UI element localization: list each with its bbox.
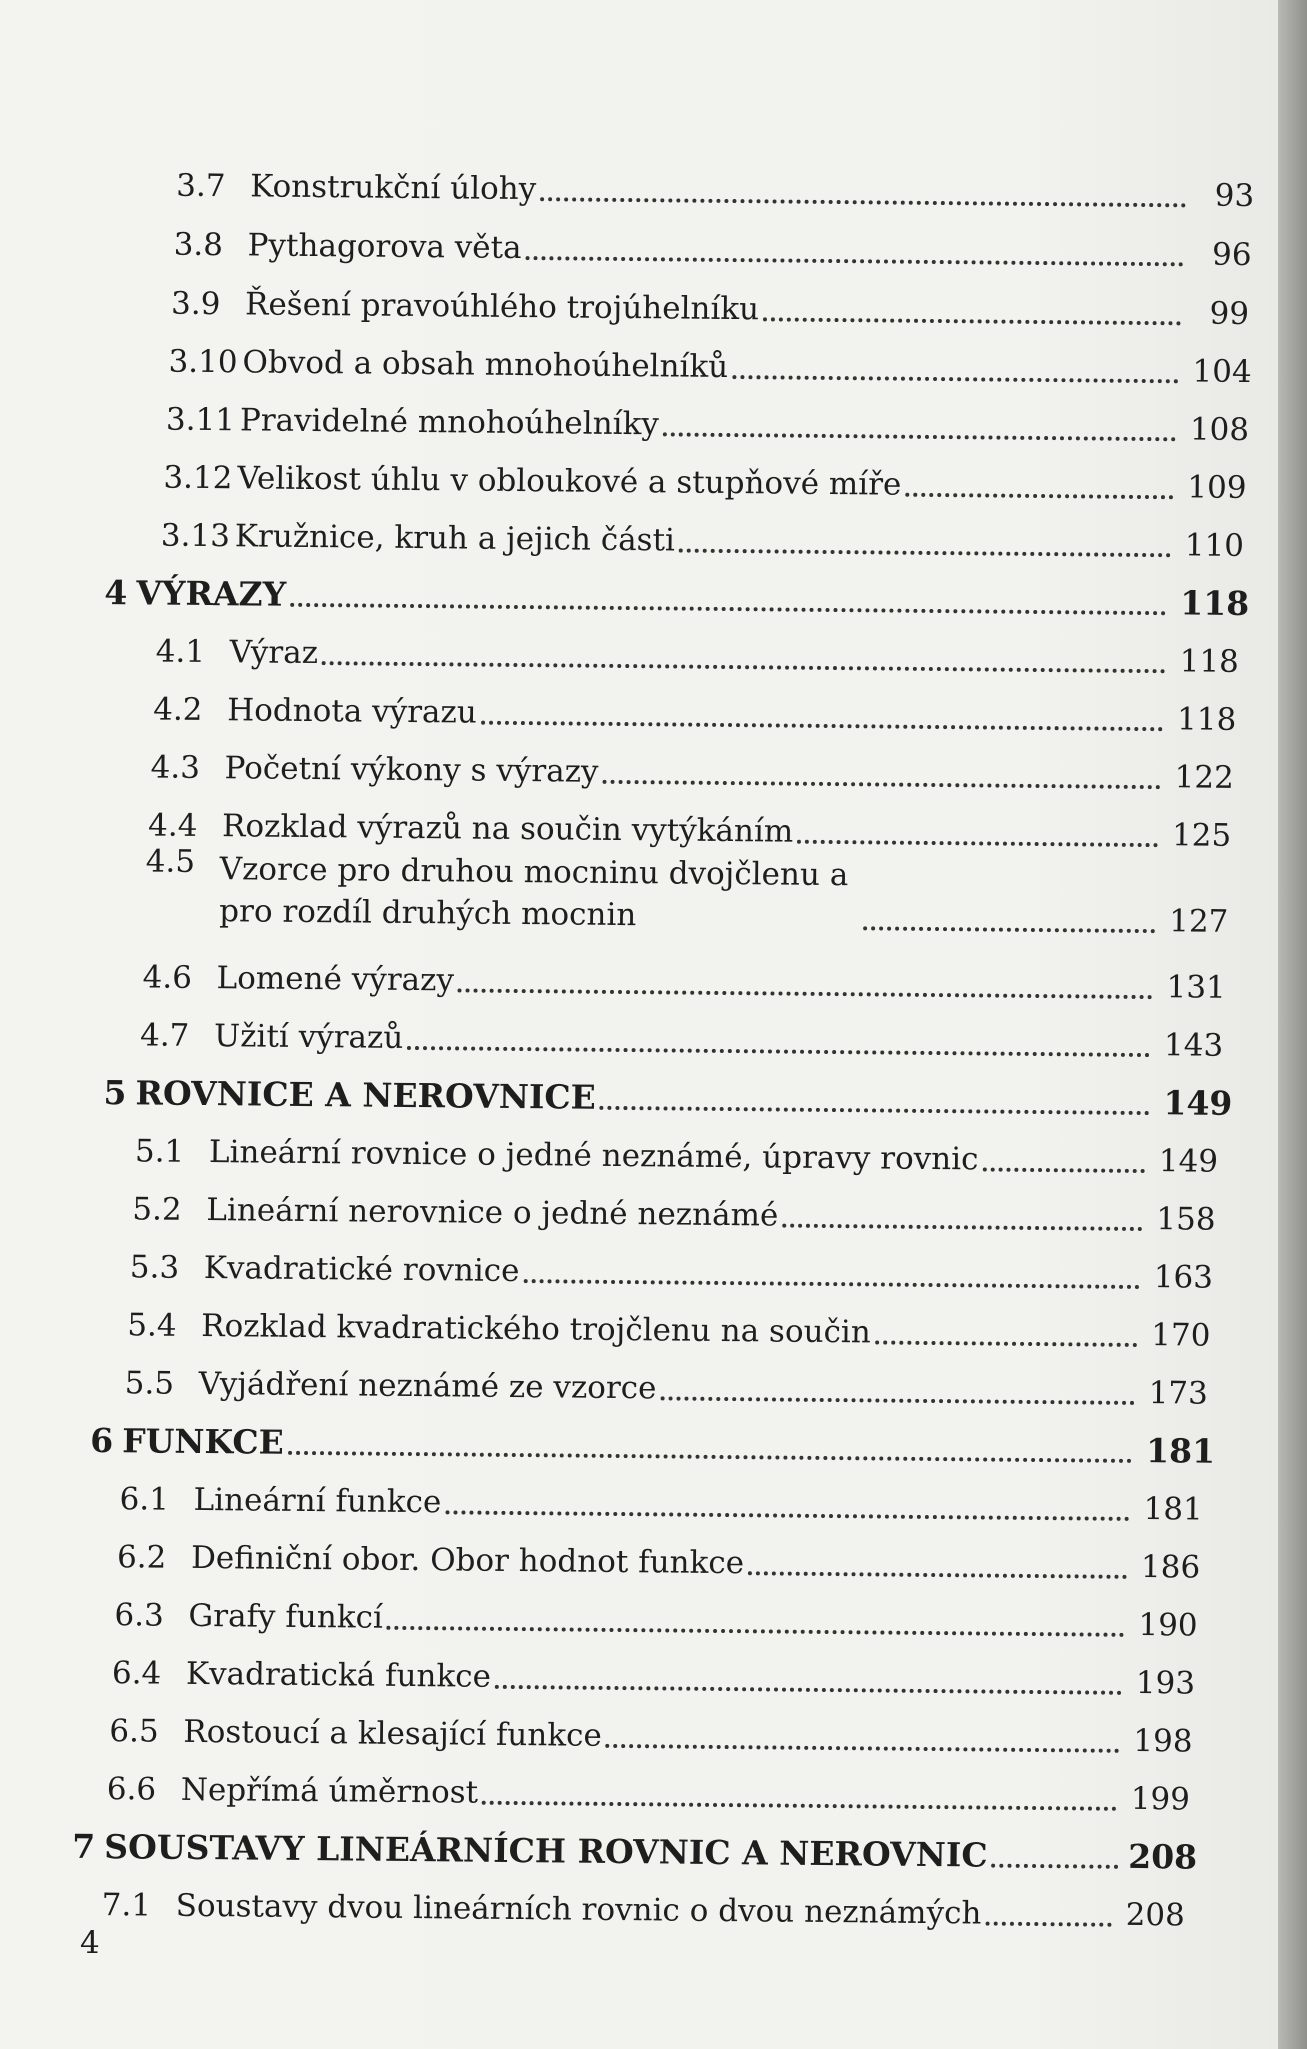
entry-title: Grafy funkcí xyxy=(188,1597,384,1636)
dot-leader xyxy=(288,1450,1132,1463)
dot-leader xyxy=(663,431,1176,441)
chapter-title: SOUSTAVY LINEÁRNÍCH ROVNIC A NEROVNIC xyxy=(104,1827,988,1875)
entry-number: 6.6 xyxy=(106,1771,157,1808)
toc-entry-4-6 xyxy=(142,941,1226,1007)
entry-number: 6.2 xyxy=(116,1539,167,1576)
entry-number: 3.12 xyxy=(163,459,233,497)
dot-leader xyxy=(797,839,1158,847)
entry-page: 96 xyxy=(1211,236,1252,274)
toc-entry-7-1 xyxy=(101,1869,1186,1935)
dot-leader xyxy=(875,1339,1138,1347)
entry-page: 99 xyxy=(1209,295,1250,333)
toc-entry-3-8 xyxy=(173,209,1251,275)
toc-chapter-7 xyxy=(72,1811,1198,1878)
entry-number: 3.8 xyxy=(173,226,224,264)
chapter-title: ROVNICE A NEROVNICE xyxy=(135,1073,597,1117)
entry-title: Řešení pravoúhlého trojúhelníku xyxy=(244,286,760,328)
toc-chapter-6 xyxy=(89,1405,1216,1472)
entry-number: 4.5 xyxy=(145,843,196,880)
dot-leader xyxy=(387,1625,1125,1637)
entry-number: 3.10 xyxy=(168,343,238,381)
entry-number: 6.3 xyxy=(114,1597,164,1634)
chapter-page: 149 xyxy=(1163,1083,1233,1123)
dot-leader xyxy=(290,602,1166,615)
dot-leader xyxy=(481,720,1163,732)
dot-leader xyxy=(525,255,1183,266)
entry-number: 4.3 xyxy=(150,749,201,786)
chapter-title: VÝRAZY xyxy=(136,573,287,614)
dot-leader xyxy=(991,1863,1118,1869)
entry-page: 110 xyxy=(1184,527,1245,564)
dot-leader xyxy=(445,1509,1129,1521)
chapter-page: 118 xyxy=(1180,583,1250,624)
entry-number: 7.1 xyxy=(101,1887,152,1924)
entry-number: 4.4 xyxy=(147,807,198,844)
chapter-number: 5 xyxy=(103,1073,127,1113)
entry-number: 5.2 xyxy=(132,1191,182,1228)
dot-leader xyxy=(679,548,1171,558)
dot-leader xyxy=(782,1223,1142,1231)
toc-entry-6-2 xyxy=(116,1521,1201,1587)
entry-title: Hodnota výrazu xyxy=(227,692,477,731)
toc-entry-3-12 xyxy=(163,442,1247,508)
entry-number: 4.7 xyxy=(139,1017,190,1054)
entry-page: 131 xyxy=(1166,969,1226,1006)
entry-title: Definiční obor. Obor hodnot funkce xyxy=(190,1539,745,1582)
entry-page: 108 xyxy=(1189,411,1250,449)
toc-entry-4-5 xyxy=(145,841,1229,941)
entry-page: 104 xyxy=(1192,353,1252,391)
dot-leader xyxy=(482,1800,1117,1811)
entry-number: 4.1 xyxy=(155,633,206,670)
entry-title: Obvod a obsah mnohoúhelníků xyxy=(242,344,729,386)
dot-leader xyxy=(905,492,1173,500)
entry-page: 186 xyxy=(1140,1549,1201,1586)
entry-number: 3.9 xyxy=(170,285,221,323)
entry-number: 3.7 xyxy=(176,167,226,205)
entry-page: 181 xyxy=(1143,1491,1203,1528)
dot-leader xyxy=(458,987,1153,999)
dot-leader xyxy=(322,660,1166,673)
toc-entry-3-13 xyxy=(160,500,1245,566)
dot-leader xyxy=(540,196,1186,207)
entry-page: 143 xyxy=(1163,1027,1224,1064)
entry-title: Rozklad výrazů na součin vytýkáním xyxy=(221,808,794,850)
toc-entry-5-4 xyxy=(127,1289,1211,1355)
toc-chapter-4 xyxy=(104,557,1250,624)
entry-title: Kvadratické rovnice xyxy=(203,1250,520,1290)
entry-page: 163 xyxy=(1153,1259,1214,1296)
entry-page: 158 xyxy=(1156,1201,1216,1238)
entry-title: Lineární funkce xyxy=(193,1481,442,1521)
chapter-page: 181 xyxy=(1145,1431,1216,1471)
dot-leader xyxy=(748,1570,1127,1579)
page-number: 4 xyxy=(80,1925,100,1961)
entry-page: 198 xyxy=(1133,1722,1193,1760)
entry-number: 6.4 xyxy=(111,1655,162,1692)
toc-entry-4-7 xyxy=(139,999,1224,1065)
toc-entry-5-3 xyxy=(129,1231,1214,1297)
entry-page: 170 xyxy=(1151,1317,1211,1354)
toc-entry-3-10 xyxy=(168,326,1252,392)
dot-leader xyxy=(732,374,1178,383)
dot-leader xyxy=(407,1045,1150,1057)
entry-title: Lomené výrazy xyxy=(216,960,455,999)
toc-entry-5-5 xyxy=(124,1347,1209,1413)
entry-title: Konstrukční úlohy xyxy=(250,168,537,208)
entry-number: 6.5 xyxy=(109,1713,159,1750)
book-gutter xyxy=(1278,0,1307,2049)
entry-page: 118 xyxy=(1179,643,1240,680)
entry-title: Pravidelné mnohoúhelníky xyxy=(239,402,660,443)
toc-entry-6-4 xyxy=(111,1637,1196,1703)
entry-title: Kvadratická funkce xyxy=(185,1655,492,1695)
toc-entry-6-5 xyxy=(109,1695,1193,1761)
entry-page: 149 xyxy=(1158,1143,1219,1180)
entry-title: Kružnice, kruh a jejich části xyxy=(234,518,676,559)
entry-title: Výraz xyxy=(229,634,319,672)
dot-leader xyxy=(606,1743,1120,1753)
dot-leader xyxy=(985,1921,1111,1927)
toc-entry-6-1 xyxy=(119,1463,1203,1529)
toc-entry-4-1 xyxy=(155,616,1240,682)
chapter-number: 7 xyxy=(72,1826,96,1866)
entry-title: Vzorce pro druhou mocninu dvojčlenu a pro rozdíl druhých mocnin xyxy=(219,851,849,934)
entry-title: Vyjádření neznámé ze vzorce xyxy=(198,1365,657,1407)
entry-number: 5.5 xyxy=(124,1365,175,1402)
entry-number: 3.13 xyxy=(160,517,231,555)
chapter-number: 6 xyxy=(89,1420,114,1461)
chapter-title: FUNKCE xyxy=(121,1421,284,1462)
toc-entry-6-6 xyxy=(106,1753,1191,1819)
entry-number: 5.4 xyxy=(127,1307,177,1344)
entry-title: Velikost úhlu v obloukové a stupňové míře xyxy=(237,460,902,503)
entry-page: 118 xyxy=(1176,701,1237,738)
dot-leader xyxy=(602,779,1160,789)
entry-number: 6.1 xyxy=(119,1481,170,1518)
entry-title: Nepřímá úměrnost xyxy=(180,1771,479,1811)
entry-title: Početní výkony s výrazy xyxy=(224,750,599,790)
toc-chapter-5 xyxy=(103,1057,1233,1124)
dot-leader xyxy=(763,316,1181,325)
entry-page: 173 xyxy=(1148,1375,1209,1412)
dot-leader xyxy=(660,1395,1134,1405)
entry-page: 208 xyxy=(1125,1896,1186,1934)
toc-entry-4-2 xyxy=(153,674,1237,740)
entry-title: Rozklad kvadratického trojčlenu na součin xyxy=(201,1307,871,1351)
entry-title: Užití výrazů xyxy=(213,1018,404,1056)
toc-entry-3-11 xyxy=(165,384,1250,450)
toc-entry-5-1 xyxy=(134,1115,1219,1181)
entry-page: 190 xyxy=(1138,1607,1198,1644)
toc-entry-5-2 xyxy=(132,1173,1216,1239)
entry-title: Lineární rovnice o jedné neznámé, úpravy rovnic xyxy=(208,1134,979,1178)
dot-leader xyxy=(982,1166,1144,1173)
chapter-page: 208 xyxy=(1128,1836,1198,1877)
toc-entry-6-3 xyxy=(114,1579,1198,1645)
entry-title: Pythagorova věta xyxy=(247,227,522,267)
entry-page: 93 xyxy=(1214,177,1255,215)
entry-number: 5.1 xyxy=(134,1133,185,1170)
entry-number: 3.11 xyxy=(165,401,236,439)
toc-entry-3-7 xyxy=(176,150,1254,216)
entry-page: 109 xyxy=(1187,469,1247,506)
entry-title: Rostoucí a klesající funkce xyxy=(183,1713,603,1754)
entry-number: 4.6 xyxy=(142,959,193,996)
entry-title: Lineární nerovnice o jedné neznámé xyxy=(206,1192,779,1234)
dot-leader xyxy=(600,1105,1150,1115)
dot-leader xyxy=(523,1278,1139,1289)
entry-page: 125 xyxy=(1171,817,1232,854)
toc-entry-3-9 xyxy=(171,268,1249,334)
toc-entry-4-3 xyxy=(150,731,1234,797)
entry-page: 199 xyxy=(1130,1780,1191,1818)
entry-page: 127 xyxy=(1169,903,1229,940)
dot-leader xyxy=(863,925,1155,933)
entry-page: 122 xyxy=(1174,759,1234,796)
dot-leader xyxy=(495,1684,1122,1695)
entry-page: 193 xyxy=(1135,1664,1196,1702)
entry-title: Soustavy dvou lineárních rovnic o dvou neznámých xyxy=(175,1887,982,1932)
entry-number: 4.2 xyxy=(153,691,203,728)
chapter-number: 4 xyxy=(104,573,128,613)
entry-number: 5.3 xyxy=(129,1249,180,1286)
